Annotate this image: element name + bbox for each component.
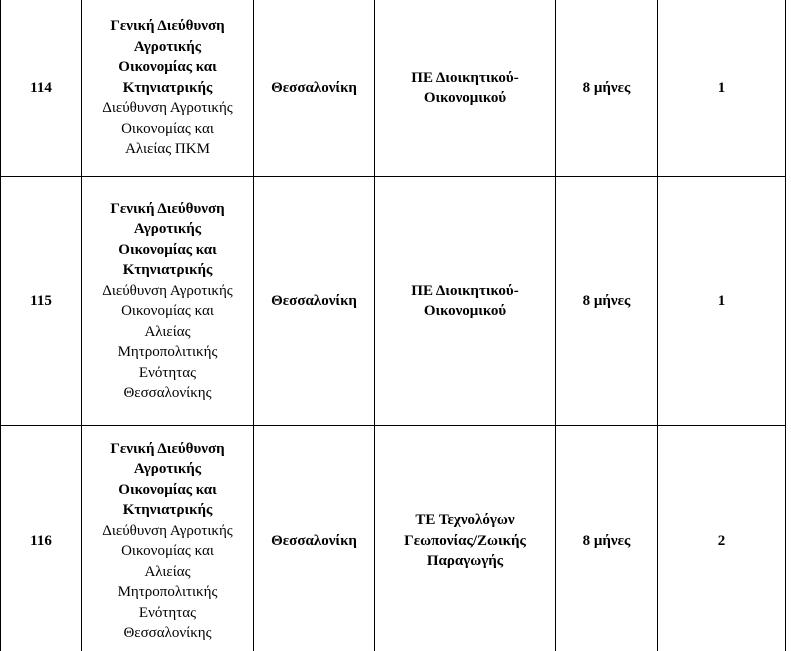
table-row <box>1 426 786 651</box>
row-number: 114 <box>1 0 82 177</box>
directorate: Διεύθυνση Αγροτικής Οικονομίας και Αλιείας ΠΚΜ <box>102 100 233 158</box>
count-cell: 1 <box>658 177 786 426</box>
duration-cell: 8 μήνες <box>556 0 658 177</box>
row-number: 116 <box>1 426 82 651</box>
duration-cell: 8 μήνες <box>556 426 658 651</box>
general-directorate: Γενική Διεύθυνση Αγροτικής Οικονομίας και Κτηνιατρικής <box>110 200 225 278</box>
department-cell <box>82 0 254 177</box>
department-cell <box>82 177 254 426</box>
specialty-cell: ΤΕ Τεχνολόγων Γεωπονίας/Ζωικής Παραγωγής <box>375 426 556 651</box>
general-directorate: Γενική Διεύθυνση Αγροτικής Οικονομίας και Κτηνιατρικής <box>110 18 225 96</box>
duration-cell: 8 μήνες <box>556 177 658 426</box>
directorate: Διεύθυνση Αγροτικής Οικονομίας και Αλιείας Μητροπολιτικής Ενότητας Θεσσαλονίκης <box>102 522 233 641</box>
specialty-cell: ΠΕ Διοικητικού- Οικονομικού <box>375 177 556 426</box>
department-cell <box>82 426 254 651</box>
table-row <box>1 177 786 426</box>
location-cell: Θεσσαλονίκη <box>254 177 375 426</box>
table-row <box>1 0 786 177</box>
row-number: 115 <box>1 177 82 426</box>
specialty-cell: ΠΕ Διοικητικού- Οικονομικού <box>375 0 556 177</box>
location-cell: Θεσσαλονίκη <box>254 0 375 177</box>
location-cell: Θεσσαλονίκη <box>254 426 375 651</box>
count-cell: 1 <box>658 0 786 177</box>
general-directorate: Γενική Διεύθυνση Αγροτικής Οικονομίας και Κτηνιατρικής <box>110 440 225 518</box>
count-cell: 2 <box>658 426 786 651</box>
directorate: Διεύθυνση Αγροτικής Οικονομίας και Αλιείας Μητροπολιτικής Ενότητας Θεσσαλονίκης <box>102 282 233 401</box>
